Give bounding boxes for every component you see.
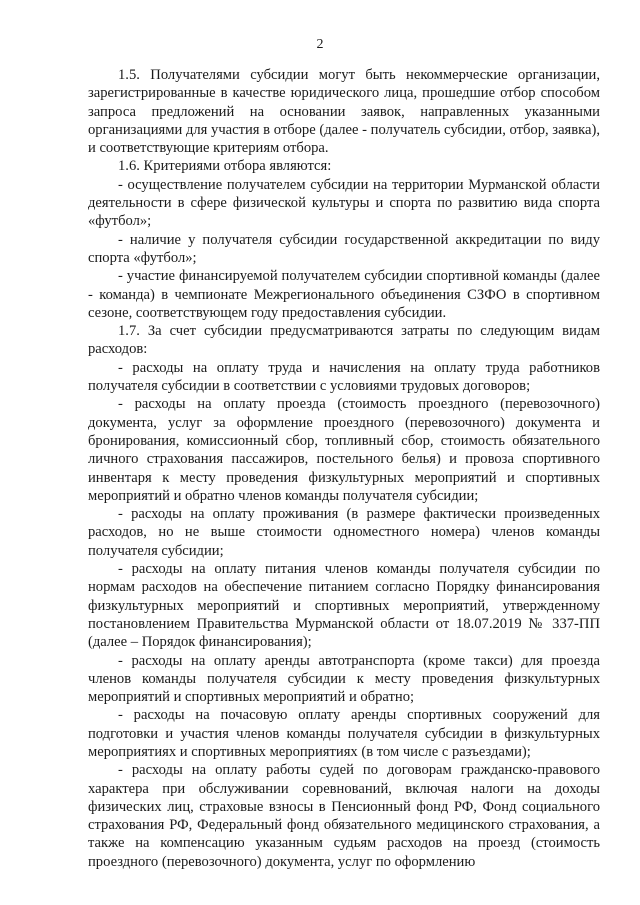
- expense-item-accommodation: - расходы на оплату проживания (в размере фактически произведенных расходов, но не выше стоимости одноместного номера) членов команды получателя субсидии;: [88, 506, 600, 559]
- expense-item-vehicle-rent: - расходы на оплату аренды автотранспорта (кроме такси) для проезда членов команды получателя субсидии к месту проведения физкультурных мероприятий и спортивных мероприятий и обратно;: [88, 652, 600, 706]
- criteria-item-championship: - участие финансируемой получателем субсидии спортивной команды (далее - команда) в чемпионате Межрегионального объединения СЗФО в спортивном сезоне, соответствующем году предоставления субсидии.: [88, 268, 600, 321]
- paragraph-1-5: 1.5. Получателями субсидии могут быть некоммерческие организации, зарегистрированные в качестве юридического лица, прошедшие отбор способом запроса предложений на основании заявок, направленных указанными организациями для участия в отборе (далее - получатель субсидии, отбор, заявка), и соответствующие критериям отбора.: [88, 67, 600, 157]
- expense-item-referees: - расходы на оплату работы судей по договорам гражданско-правового характера при обслуживании соревнований, включая налоги на доходы физических лиц, страховые взносы в Пенсионный фонд РФ, Фонд социального страхования РФ, Федеральный фонд обязательного медицинского страхования, а также на компенсацию указанным судьям расходов на проезд (стоимость проездного (перевозочного) документа, услуг по оформлению: [88, 762, 600, 870]
- expense-item-labor: - расходы на оплату труда и начисления на оплату труда работников получателя субсидии в соответствии с условиями трудовых договоров;: [88, 359, 600, 395]
- page-number: 2: [316, 37, 324, 52]
- expense-item-meals: - расходы на оплату питания членов команды получателя субсидии по нормам расходов на обеспечение питанием согласно Порядку финансирования физкультурных мероприятий и спортивных мероприятий, утвержденному постановлением Правительства Мурманской области от 18.07.2019 № 337-ПП (далее – Порядок финансирования);: [88, 561, 600, 651]
- expense-item-travel: - расходы на оплату проезда (стоимость проездного (перевозочного) документа, услуг за оформление проездного (перевозочного) документа и бронирования, комиссионный сбор, топливный сбор, стоимость обязательного личного страхования пассажиров, постельного белья) и провоза спортивного инвентаря к месту проведения физкультурных мероприятий и спортивных мероприятий и обратно членов команды получателя субсидии;: [88, 396, 600, 504]
- criteria-item-accreditation: - наличие у получателя субсидии государственной аккредитации по виду спорта «футбол»;: [88, 231, 600, 266]
- paragraph-1-7: 1.7. За счет субсидии предусматриваются затраты по следующим видам расходов:: [88, 323, 600, 358]
- criteria-item-territory: - осуществление получателем субсидии на территории Мурманской области деятельности в сфере физической культуры и спорта по развитию вида спорта «футбол»;: [88, 176, 600, 230]
- paragraph-1-6: 1.6. Критериями отбора являются:: [118, 158, 332, 175]
- document-body: [88, 66, 600, 871]
- expense-item-facility-rent: - расходы на почасовую оплату аренды спортивных сооружений для подготовки и участия членов команды получателя субсидии в физкультурных мероприятиях и спортивных мероприятиях (в том числе с разъездами);: [88, 707, 600, 760]
